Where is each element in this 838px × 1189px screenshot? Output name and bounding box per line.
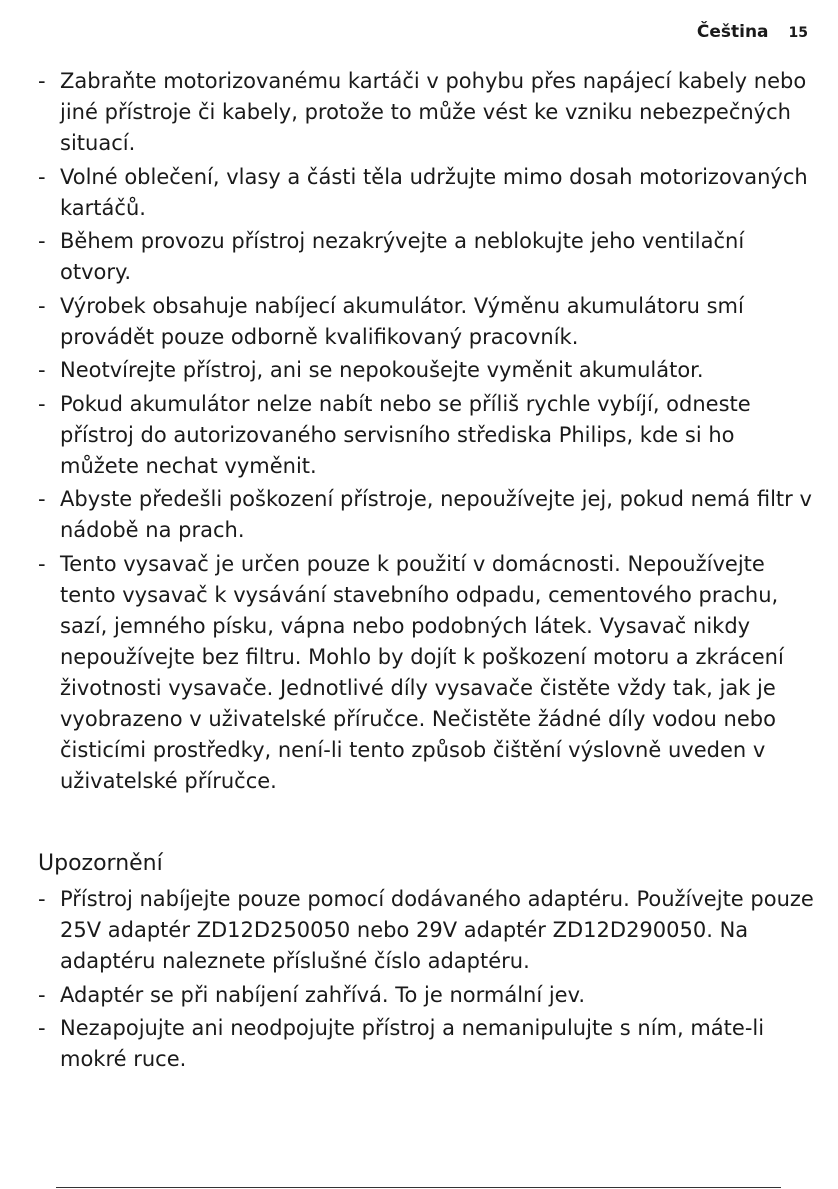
page-number: 15	[788, 25, 808, 41]
list-item-text: Adaptér se při nabíjení zahřívá. To je normální jev.	[60, 982, 586, 1007]
list-item-text: Nezapojujte ani neodpojujte přístroj a nemanipulujte s ním, máte-li mokré ruce.	[60, 1016, 765, 1071]
list-item	[38, 884, 818, 977]
list-item-text: Přístroj nabíjejte pouze pomocí dodávaného adaptéru. Používejte pouze 25V adaptér ZD12D250050 nebo 29V adaptér ZD12D290050. Na adaptéru naleznete příslušné číslo adaptéru.	[60, 887, 814, 973]
page-header	[697, 22, 808, 42]
list-item	[38, 389, 818, 482]
bullet-dash: -	[38, 487, 46, 511]
list-item	[38, 980, 818, 1011]
bullet-dash: -	[38, 1016, 46, 1040]
caution-list	[38, 884, 818, 1078]
bullet-dash: -	[38, 391, 46, 416]
list-item	[38, 549, 818, 797]
list-item	[38, 484, 818, 546]
bullet-dash: -	[38, 164, 46, 189]
list-item-text: Abyste předešli poškození přístroje, nepoužívejte jej, pokud nemá filtr v nádobě na prach.	[60, 487, 812, 542]
list-item	[38, 291, 818, 353]
bullet-dash: -	[38, 982, 46, 1007]
footer-divider	[56, 1187, 781, 1188]
list-item	[38, 66, 818, 159]
language-label: Čeština	[696, 22, 769, 42]
bullet-dash: -	[38, 358, 46, 382]
list-item-text: Zabraňte motorizovanému kartáči v pohybu přes napájecí kabely nebo jiné přístroje či kabely, protože to může vést ke vzniku nebezpečných situací.	[60, 69, 807, 155]
bullet-dash: -	[38, 551, 46, 576]
list-item-text: Během provozu přístroj nezakrývejte a neblokujte jeho ventilační otvory.	[60, 229, 745, 284]
safety-list	[38, 66, 818, 799]
bullet-dash: -	[38, 69, 46, 93]
list-item	[38, 162, 818, 224]
list-item-text: Pokud akumulátor nelze nabít nebo se příliš rychle vybíjí, odneste přístroj do autorizovaného servisního střediska Philips, kde si ho můžete nechat vyměnit.	[60, 391, 751, 478]
bullet-dash: -	[38, 293, 46, 318]
list-item-text: Neotvírejte přístroj, ani se nepokoušejte vyměnit akumulátor.	[60, 358, 704, 382]
bullet-dash: -	[38, 887, 46, 911]
list-item	[38, 1013, 818, 1075]
caution-heading: Upozornění	[38, 851, 163, 876]
bullet-dash: -	[38, 229, 46, 253]
list-item-text: Volné oblečení, vlasy a části těla udržujte mimo dosah motorizovaných kartáčů.	[60, 164, 808, 220]
list-item-text: Výrobek obsahuje nabíjecí akumulátor. Výměnu akumulátoru smí provádět pouze odborně kvalifikovaný pracovník.	[60, 293, 744, 349]
list-item-text: Tento vysavač je určen pouze k použití v domácnosti. Nepoužívejte tento vysavač k vysávání stavebního odpadu, cementového prachu, sazí, jemného písku, vápna nebo podobných látek. Vysavač nikdy nepoužívejte bez filtru. Mohlo by dojít k poškození motoru a zkrácení životnosti vysavače. Jednotlivé díly vysavače čistěte vždy tak, jak je vyobrazeno v uživatelské příručce. Nečistěte žádné díly vodou nebo čisticími prostředky, není-li tento způsob čištění výslovně uveden v uživatelské příručce.	[60, 551, 784, 793]
list-item	[38, 226, 818, 288]
list-item	[38, 355, 818, 386]
